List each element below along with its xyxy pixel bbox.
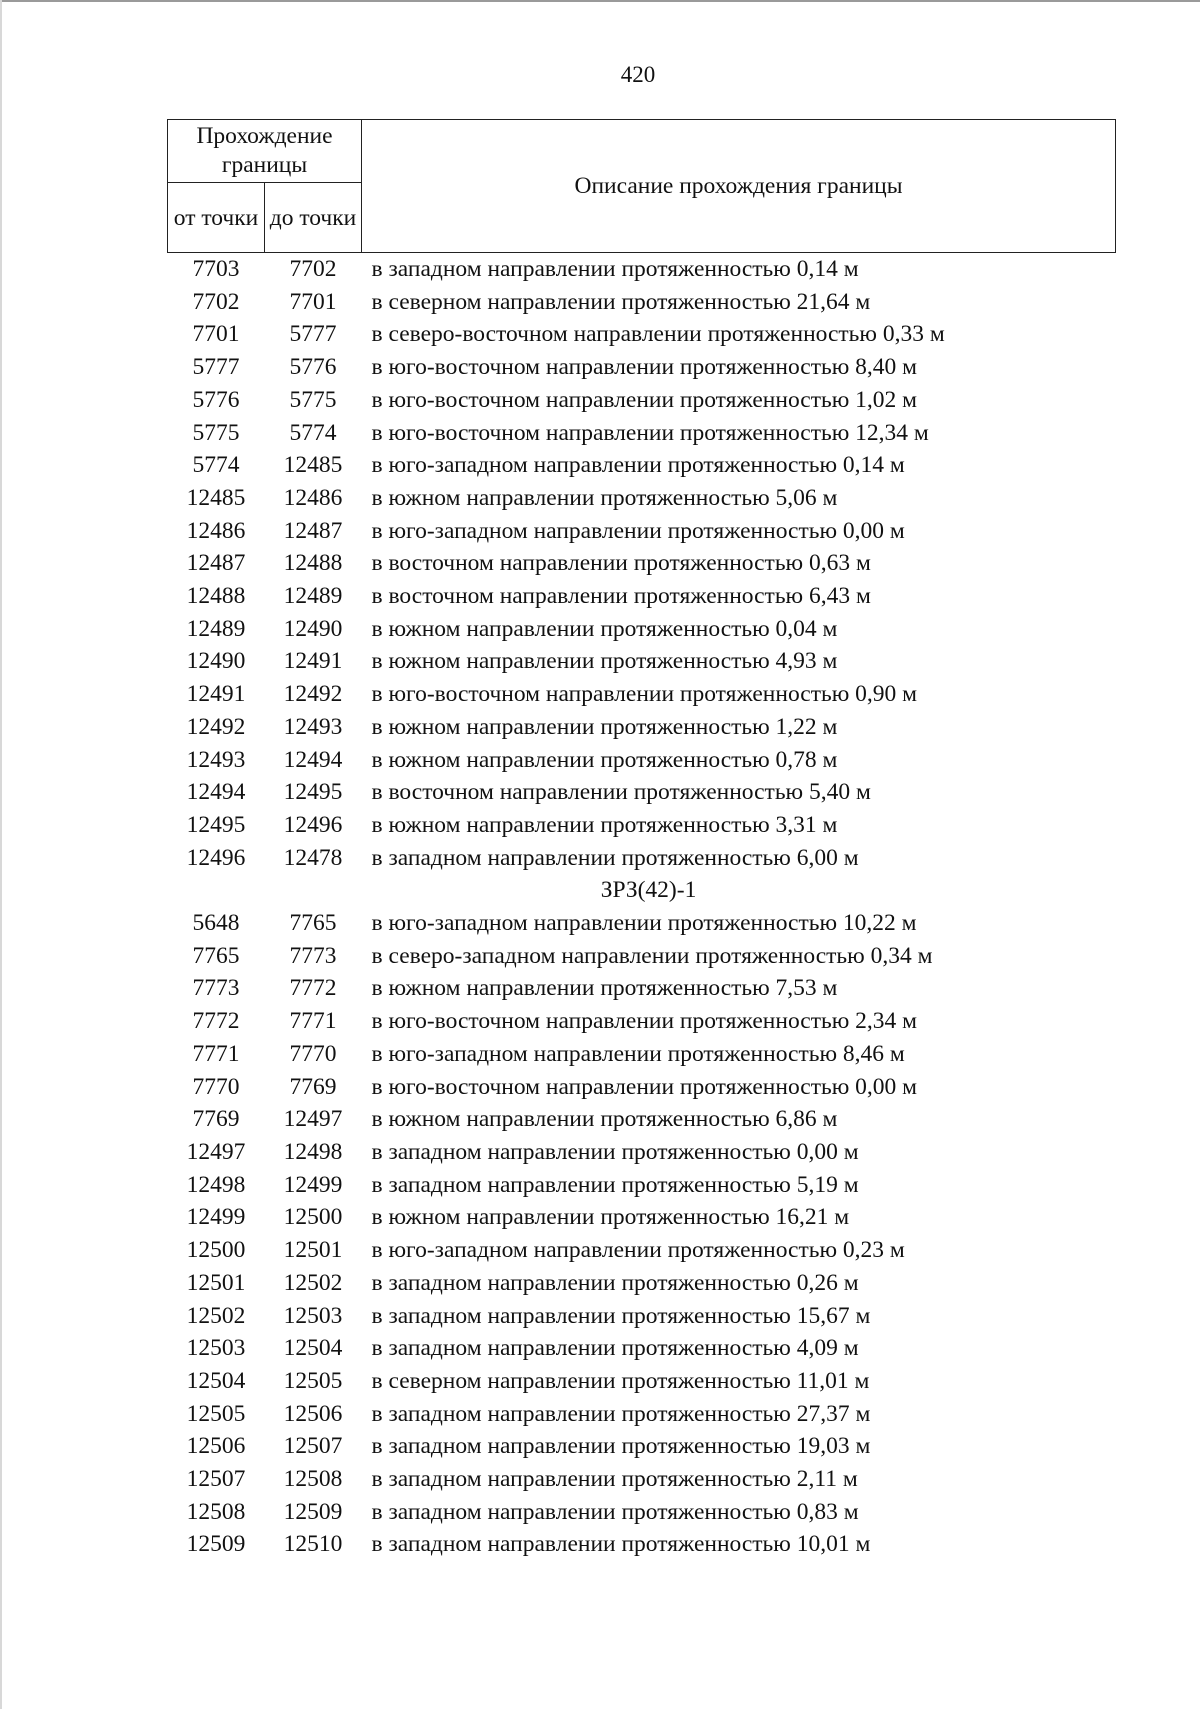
from-point-cell: 12492 xyxy=(186,713,246,740)
from-point-cell: 12490 xyxy=(186,648,246,675)
description-cell: в западном направлении протяженностью 4,09 м xyxy=(371,1335,859,1362)
description-cell: в западном направлении протяженностью 15,67 м xyxy=(371,1302,871,1329)
table-row xyxy=(168,842,1116,875)
to-point-cell: 12486 xyxy=(283,484,343,511)
to-point-cell: 12498 xyxy=(283,1138,343,1165)
table-row xyxy=(168,940,1116,973)
description-cell: в северо-восточном направлении протяженностью 0,33 м xyxy=(371,321,945,348)
to-point-cell: 7773 xyxy=(289,942,337,969)
from-point-cell: 12497 xyxy=(186,1138,246,1165)
to-point-cell: 12495 xyxy=(283,779,343,806)
description-cell: в южном направлении протяженностью 3,31 м xyxy=(371,811,838,838)
header-description: Описание прохождения границы xyxy=(362,120,1116,253)
description-cell: в восточном направлении протяженностью 0,63 м xyxy=(371,550,871,577)
description-cell: в западном направлении протяженностью 0,14 м xyxy=(371,256,859,282)
table-row xyxy=(168,286,1116,319)
description-cell: в южном направлении протяженностью 7,53 м xyxy=(371,975,838,1002)
description-cell: в западном направлении протяженностью 5,19 м xyxy=(371,1171,859,1198)
to-point-cell: 12506 xyxy=(283,1400,343,1427)
description-cell: в западном направлении протяженностью 0,26 м xyxy=(371,1269,859,1296)
to-point-cell: 12496 xyxy=(283,811,343,838)
to-point-cell: 12499 xyxy=(283,1171,343,1198)
description-cell: в южном направлении протяженностью 6,86 м xyxy=(371,1106,838,1133)
table-row xyxy=(168,809,1116,842)
table-row xyxy=(168,1005,1116,1038)
table-row xyxy=(168,253,1116,286)
description-cell: в западном направлении протяженностью 2,11 м xyxy=(371,1466,858,1493)
table-row xyxy=(168,1463,1116,1496)
description-cell: в юго-западном направлении протяженностью 0,14 м xyxy=(371,452,905,479)
description-cell: в юго-восточном направлении протяженностью 0,90 м xyxy=(371,681,918,708)
table-row xyxy=(168,515,1116,548)
table-row xyxy=(168,1365,1116,1398)
scan-top-rule xyxy=(0,0,1200,2)
table-row xyxy=(168,1300,1116,1333)
table-row xyxy=(168,384,1116,417)
from-point-cell: 12498 xyxy=(186,1171,246,1198)
from-point-cell: 12501 xyxy=(186,1269,246,1296)
description-cell: в восточном направлении протяженностью 5,40 м xyxy=(371,779,871,806)
description-cell: в юго-западном направлении протяженностью 0,00 м xyxy=(371,517,905,544)
description-cell: в западном направлении протяженностью 19,03 м xyxy=(371,1433,871,1460)
table-row xyxy=(168,645,1116,678)
from-point-cell: 5648 xyxy=(192,910,240,937)
description-cell: в западном направлении протяженностью 6,00 м xyxy=(371,844,859,871)
from-point-cell: 5777 xyxy=(192,354,240,381)
to-point-cell: 12492 xyxy=(283,681,343,708)
description-cell: в южном направлении протяженностью 1,22 м xyxy=(371,713,838,740)
boundary-table xyxy=(167,119,1116,1561)
from-point-cell: 7771 xyxy=(192,1040,240,1067)
to-point-cell: 12510 xyxy=(283,1531,343,1558)
table-header xyxy=(168,120,1116,253)
table-row xyxy=(168,1136,1116,1169)
to-point-cell: 12488 xyxy=(283,550,343,577)
to-point-cell: 5776 xyxy=(289,354,337,381)
to-point-cell: 12485 xyxy=(283,452,343,479)
from-point-cell: 12499 xyxy=(186,1204,246,1231)
to-point-cell: 12497 xyxy=(283,1106,343,1133)
description-cell: в южном направлении протяженностью 4,93 м xyxy=(371,648,838,675)
table-row xyxy=(168,907,1116,940)
from-point-cell: 12486 xyxy=(186,517,246,544)
from-point-cell: 12494 xyxy=(186,779,246,806)
to-point-cell: 12508 xyxy=(283,1466,343,1493)
to-point-cell: 12493 xyxy=(283,713,343,740)
description-cell: в южном направлении протяженностью 0,78 м xyxy=(371,746,838,773)
to-point-cell: 12478 xyxy=(283,844,343,871)
from-point-cell: 7703 xyxy=(192,256,240,282)
to-point-cell: 7765 xyxy=(289,910,337,937)
from-point-cell: 12485 xyxy=(186,484,246,511)
to-point-cell: 5777 xyxy=(289,321,337,348)
from-point-cell: 7773 xyxy=(192,975,240,1002)
header-boundary-passage: Прохождение границы xyxy=(168,120,362,183)
to-point-cell: 7769 xyxy=(289,1073,337,1100)
from-point-cell: 12509 xyxy=(186,1531,246,1558)
table-row xyxy=(168,1332,1116,1365)
header-from-point: от точки xyxy=(168,183,265,253)
from-point-cell: 7770 xyxy=(192,1073,240,1100)
table-row xyxy=(168,1038,1116,1071)
from-point-cell: 12502 xyxy=(186,1302,246,1329)
to-point-cell: 7771 xyxy=(289,1008,337,1035)
to-point-cell: 12504 xyxy=(283,1335,343,1362)
table-row xyxy=(168,972,1116,1005)
table-row xyxy=(168,1267,1116,1300)
description-cell: в юго-западном направлении протяженностью 0,23 м xyxy=(371,1237,905,1264)
from-point-cell: 12493 xyxy=(186,746,246,773)
page-number: 420 xyxy=(620,62,656,87)
from-point-cell: 12491 xyxy=(186,681,246,708)
from-point-cell: 5775 xyxy=(192,419,240,446)
from-point-cell: 12504 xyxy=(186,1367,246,1394)
to-point-cell: 12489 xyxy=(283,583,343,610)
to-point-cell: 7702 xyxy=(289,256,337,282)
from-point-cell: 12487 xyxy=(186,550,246,577)
to-point-cell: 12507 xyxy=(283,1433,343,1460)
from-point-cell: 5776 xyxy=(192,386,240,413)
to-point-cell: 12501 xyxy=(283,1237,343,1264)
from-point-cell: 7772 xyxy=(192,1008,240,1035)
table-row xyxy=(168,449,1116,482)
to-point-cell: 12487 xyxy=(283,517,343,544)
to-point-cell: 12503 xyxy=(283,1302,343,1329)
table-row xyxy=(168,318,1116,351)
description-cell: в южном направлении протяженностью 0,04 м xyxy=(371,615,838,642)
from-point-cell: 5774 xyxy=(192,452,240,479)
description-cell: в юго-восточном направлении протяженностью 1,02 м xyxy=(371,386,918,413)
from-point-cell: 12488 xyxy=(186,583,246,610)
description-cell: в западном направлении протяженностью 27,37 м xyxy=(371,1400,871,1427)
to-point-cell: 5775 xyxy=(289,386,337,413)
from-point-cell: 7765 xyxy=(192,942,240,969)
table-row xyxy=(168,678,1116,711)
table-row xyxy=(168,547,1116,580)
table-row xyxy=(168,1496,1116,1529)
description-cell: в северо-западном направлении протяженностью 0,34 м xyxy=(371,942,933,969)
table-row xyxy=(168,1103,1116,1136)
from-point-cell: 12496 xyxy=(186,844,246,871)
section-header-row xyxy=(168,874,1116,907)
to-point-cell: 12500 xyxy=(283,1204,343,1231)
table-row xyxy=(168,711,1116,744)
from-point-cell: 12507 xyxy=(186,1466,246,1493)
table-row xyxy=(168,482,1116,515)
table-row xyxy=(168,1234,1116,1267)
from-point-cell: 12508 xyxy=(186,1498,246,1525)
to-point-cell: 12494 xyxy=(283,746,343,773)
table-row xyxy=(168,613,1116,646)
to-point-cell: 7770 xyxy=(289,1040,337,1067)
section-header-cell xyxy=(168,874,1116,907)
to-point-cell: 12502 xyxy=(283,1269,343,1296)
table-row xyxy=(168,1398,1116,1431)
table-row xyxy=(168,1201,1116,1234)
from-point-cell: 12506 xyxy=(186,1433,246,1460)
header-to-point: до точки xyxy=(265,183,362,253)
table-body xyxy=(168,253,1116,1562)
from-point-cell: 12503 xyxy=(186,1335,246,1362)
to-point-cell: 12509 xyxy=(283,1498,343,1525)
description-cell: в юго-восточном направлении протяженностью 0,00 м xyxy=(371,1073,918,1100)
to-point-cell: 7701 xyxy=(289,288,337,315)
table-row xyxy=(168,580,1116,613)
table-row xyxy=(168,1071,1116,1104)
description-cell: в западном направлении протяженностью 10,01 м xyxy=(371,1531,871,1558)
from-point-cell: 7769 xyxy=(192,1106,240,1133)
to-point-cell: 5774 xyxy=(289,419,337,446)
from-point-cell: 12495 xyxy=(186,811,246,838)
table-row xyxy=(168,776,1116,809)
from-point-cell: 12505 xyxy=(186,1400,246,1427)
to-point-cell: 12491 xyxy=(283,648,343,675)
description-cell: в западном направлении протяженностью 0,00 м xyxy=(371,1138,859,1165)
description-cell: в юго-западном направлении протяженностью 10,22 м xyxy=(371,910,917,937)
table-row xyxy=(168,744,1116,777)
description-cell: в северном направлении протяженностью 11,01 м xyxy=(371,1367,870,1394)
description-cell: в юго-восточном направлении протяженностью 2,34 м xyxy=(371,1008,918,1035)
description-cell: в восточном направлении протяженностью 6,43 м xyxy=(371,583,871,610)
from-point-cell: 7702 xyxy=(192,288,240,315)
to-point-cell: 12505 xyxy=(283,1367,343,1394)
from-point-cell: 12489 xyxy=(186,615,246,642)
description-cell: в западном направлении протяженностью 0,83 м xyxy=(371,1498,859,1525)
to-point-cell: 7772 xyxy=(289,975,337,1002)
from-point-cell: 12500 xyxy=(186,1237,246,1264)
description-cell: в южном направлении протяженностью 16,21 м xyxy=(371,1204,850,1231)
description-cell: в юго-восточном направлении протяженностью 12,34 м xyxy=(371,419,929,446)
table-row xyxy=(168,351,1116,384)
table-row xyxy=(168,417,1116,450)
table-row xyxy=(168,1169,1116,1202)
scan-left-edge xyxy=(0,0,2,1709)
description-cell: в южном направлении протяженностью 5,06 м xyxy=(371,484,838,511)
table-row xyxy=(168,1528,1116,1561)
description-cell: в юго-западном направлении протяженностью 8,46 м xyxy=(371,1040,905,1067)
description-cell: в юго-восточном направлении протяженностью 8,40 м xyxy=(371,354,918,381)
section-title: ЗРЗ(42)-1 xyxy=(600,877,697,904)
to-point-cell: 12490 xyxy=(283,615,343,642)
table-row xyxy=(168,1430,1116,1463)
description-cell: в северном направлении протяженностью 21,64 м xyxy=(371,288,871,315)
from-point-cell: 7701 xyxy=(192,321,240,348)
